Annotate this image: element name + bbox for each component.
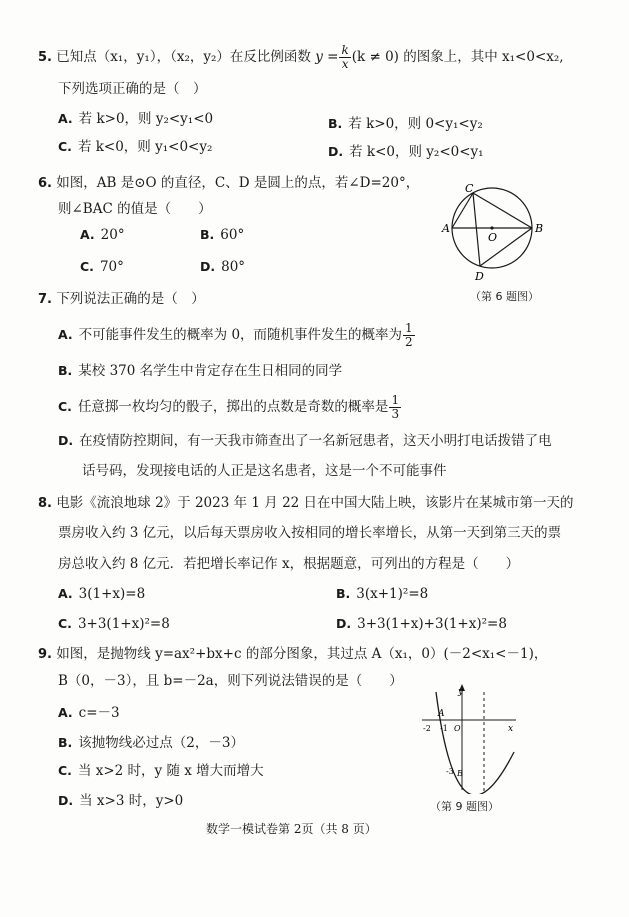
page-footer: 数学一模试卷第 2页（共 8 页） <box>206 822 377 836</box>
q8-line1: 8. 电影《流浪地球 2》于 2023 年 1 月 22 日在中国大陆上映，该影片在某城市第一天的 <box>38 495 574 511</box>
label-minus2: -2 <box>423 724 431 733</box>
chord-cd <box>473 193 480 266</box>
label-b: B <box>457 769 463 778</box>
label-x: x <box>508 724 514 734</box>
label-y: y <box>458 687 464 697</box>
q5-stem-line1: 5. 已知点（x₁，y₁），（x₂，y₂）在反比例函数 y = $\frac{k}{x}$ (k ≠ 0) 的图象上，其中 x₁<0<x₂, <box>38 43 564 71</box>
center-dot <box>490 226 493 229</box>
q5-option-c: C. 若 k<0，则 y₁<0<y₂ <box>58 139 213 155</box>
q6-stem-line2: 则∠BAC 的值是（ ） <box>58 201 212 217</box>
q7-option-d-line1: D. 在疫情防控期间，有一天我市筛查出了一名新冠患者，这天小明打电话拨错了电 <box>58 433 552 449</box>
q6-circle-figure <box>440 180 550 285</box>
q8-line3: 房总收入约 8 亿元．若把增长率记作 x，根据题意，可列出的方程是（ ） <box>58 556 520 572</box>
chord-ac <box>452 193 473 228</box>
chord-cb <box>473 193 532 228</box>
q9-option-d: D. 当 x>3 时，y>0 <box>58 793 184 809</box>
label-c: C <box>465 182 474 195</box>
q8-line2: 票房收入约 3 亿元，以后每天票房收入按相同的增长率增长，从第一天到第三天的票 <box>58 525 562 541</box>
q9-line2: B（0，－3），且 b=－2a，则下列说法错误的是（ ） <box>58 673 403 689</box>
label-o: O <box>454 724 461 733</box>
q5-fraction: $\frac{k}{x}$ <box>341 43 349 71</box>
q7-option-a: A. 不可能事件发生的概率为 0，而随机事件发生的概率为 $\frac{1}{2}$ <box>58 321 413 349</box>
q5-stem-line2: 下列选项正确的是（ ） <box>58 81 207 97</box>
label-b: B <box>535 222 544 235</box>
q5-option-a: A. 若 k>0，则 y₂<y₁<0 <box>58 111 214 127</box>
label-minus1: -1 <box>440 724 448 733</box>
q7-option-c: C. 任意掷一枚均匀的骰子，掷出的点数是奇数的概率是 $\frac{1}{3}$ <box>58 393 400 421</box>
q6-option-b: B. 60° <box>200 227 245 243</box>
q9-option-c: C. 当 x>2 时，y 随 x 增大而增大 <box>58 763 264 779</box>
q8-option-d: D. 3+3(1+x)+3(1+x)²=8 <box>336 616 507 632</box>
q7-option-d-line2: 话号码，发现接电话的人正是这名患者，这是一个不可能事件 <box>82 463 447 479</box>
q9-figure-caption: （第 9 题图） <box>430 800 499 813</box>
q6-option-a: A. 20° <box>80 227 125 243</box>
label-a: A <box>442 222 450 235</box>
q9-line1: 9. 如图，是抛物线 y=ax²+bx+c 的部分图象，其过点 A（x₁，0）(－2<x₁<－1)， <box>38 646 548 662</box>
parabola-curve <box>436 692 514 794</box>
q7-stem: 7. 下列说法正确的是（ ） <box>38 291 205 307</box>
q6-option-c: C. 70° <box>80 259 124 275</box>
q8-option-b: B. 3(x+1)²=8 <box>336 586 429 602</box>
q9-option-b: B. 该抛物线必过点（2，－3） <box>58 735 244 751</box>
q6-figure-caption: （第 6 题图） <box>470 290 539 303</box>
q5-option-d: D. 若 k<0，则 y₂<0<y₁ <box>328 144 484 160</box>
q7-option-b: B. 某校 370 名学生中肯定存在生日相同的同学 <box>58 363 343 379</box>
q6-option-d: D. 80° <box>200 259 246 275</box>
label-o: O <box>488 231 498 244</box>
q9-parabola-figure <box>418 682 518 794</box>
q9-option-a: A. c=－3 <box>58 705 120 721</box>
q8-option-a: A. 3(1+x)=8 <box>58 586 146 602</box>
label-minus3: -3 <box>446 767 454 776</box>
label-d: D <box>475 270 484 283</box>
q8-option-c: C. 3+3(1+x)²=8 <box>58 616 170 632</box>
label-a: A <box>438 709 445 719</box>
q5-option-b: B. 若 k>0，则 0<y₁<y₂ <box>328 116 483 132</box>
q6-stem-line1: 6. 如图，AB 是⊙O 的直径，C、D 是圆上的点，若∠D=20°， <box>38 175 420 191</box>
